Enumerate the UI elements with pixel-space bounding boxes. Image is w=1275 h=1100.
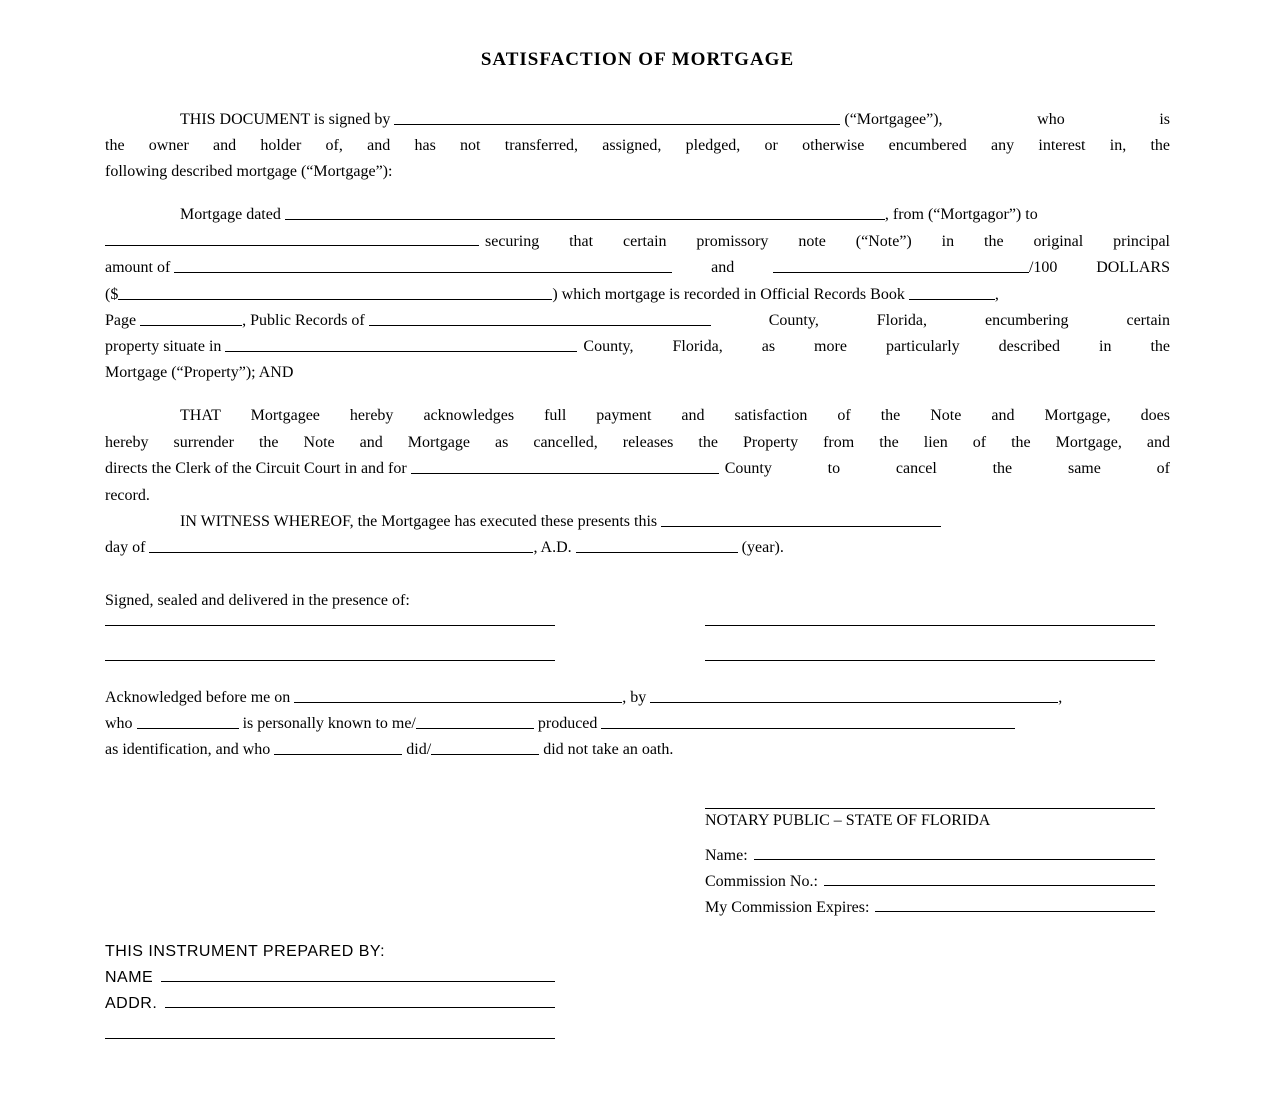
- mortgage-date-field[interactable]: [285, 219, 885, 220]
- prepared-name-label: NAME: [105, 969, 154, 986]
- mortgagor-name-field[interactable]: [105, 245, 479, 246]
- p1-line1: [180, 110, 1170, 130]
- clerk-label: directs the Clerk of the Circuit Court in and for: [105, 460, 407, 477]
- recorded-in-label: ) which mortgage is recorded in Official Records Book: [552, 286, 905, 303]
- p2-line1: [180, 205, 1038, 225]
- notary-expires-field[interactable]: [875, 911, 1155, 912]
- county-label: County,: [768, 312, 819, 329]
- records-book-field[interactable]: [909, 299, 995, 300]
- p2-line7: Mortgage (“Property”); AND: [105, 364, 294, 381]
- p2-line3: [105, 258, 1170, 278]
- mortgage-dated-label: Mortgage dated: [180, 206, 281, 223]
- certain-label: certain: [1126, 312, 1170, 329]
- county-described-text: County, Florida, as more particularly described in the: [583, 338, 1170, 355]
- notary-name-row: [705, 846, 1155, 866]
- did-label: did/: [406, 741, 432, 758]
- mortgagee-label: (“Mortgagee”),: [844, 111, 943, 128]
- public-records-label: , Public Records of: [242, 312, 365, 329]
- p3-line1: THAT Mortgagee hereby acknowledges full payment and satisfaction of the Note and Mortgage, does: [180, 407, 1170, 424]
- securing-note-text: securing that certain promissory note (“Note”) in the original principal: [485, 233, 1170, 250]
- p2-line5: [105, 311, 1170, 331]
- page-label: Page: [105, 312, 137, 329]
- notary-commission-label: Commission No.:: [705, 873, 818, 890]
- p4-line2: [105, 538, 784, 558]
- ack-line2: [105, 714, 1015, 734]
- ack-date-field[interactable]: [294, 702, 622, 703]
- signed-sealed-label: Signed, sealed and delivered in the presence of:: [105, 592, 410, 609]
- prepared-addr-line-2[interactable]: [105, 1038, 555, 1039]
- prepared-addr-label: ADDR.: [105, 995, 158, 1012]
- identification-field[interactable]: [601, 728, 1015, 729]
- notary-expires-row: [705, 898, 1155, 918]
- year-label: (year).: [741, 539, 784, 556]
- notary-commission-row: [705, 872, 1155, 892]
- mortgagee-name-field[interactable]: [394, 124, 840, 125]
- public-records-county-field[interactable]: [369, 325, 711, 326]
- prepared-name-row: [105, 968, 555, 988]
- notary-name-field[interactable]: [754, 859, 1155, 860]
- did-not-oath-field[interactable]: [431, 754, 539, 755]
- identification-label: as identification, and who: [105, 741, 271, 758]
- who-label: who: [105, 715, 133, 732]
- produced-label: produced: [537, 715, 598, 732]
- p2-line2: [105, 232, 1170, 252]
- witness-month-field[interactable]: [149, 552, 533, 553]
- amount-number-field[interactable]: [118, 299, 552, 300]
- acknowledged-label: Acknowledged before me on: [105, 689, 291, 706]
- page-field[interactable]: [140, 325, 242, 326]
- day-of-label: day of: [105, 539, 146, 556]
- p4-line1: [180, 512, 941, 532]
- florida-label: Florida,: [876, 312, 927, 329]
- notary-expires-label: My Commission Expires:: [705, 899, 870, 916]
- ack-line3: [105, 740, 673, 760]
- mortgagee-signature-line-1[interactable]: [705, 625, 1155, 626]
- did-not-label: did not take an oath.: [543, 741, 674, 758]
- ack-line1: [105, 688, 1062, 708]
- p3-line4: record.: [105, 487, 150, 504]
- ack-comma: ,: [1058, 689, 1063, 706]
- notary-commission-field[interactable]: [824, 885, 1155, 886]
- notary-title: NOTARY PUBLIC – STATE OF FLORIDA: [705, 812, 991, 829]
- p2-line4: [105, 285, 999, 305]
- per-100-label: /100: [1028, 259, 1058, 276]
- p1-who: who: [1037, 111, 1065, 128]
- personally-known-label: is personally known to me/: [242, 715, 416, 732]
- amount-of-label: amount of: [105, 259, 171, 276]
- page-title: SATISFACTION OF MORTGAGE: [480, 49, 795, 70]
- ack-by-field[interactable]: [650, 702, 1058, 703]
- dollar-paren-label: ($: [105, 286, 119, 303]
- witness-signature-line-2[interactable]: [105, 660, 555, 661]
- dollars-label: DOLLARS: [1096, 259, 1170, 276]
- by-label: , by: [622, 689, 647, 706]
- witness-signature-line-1[interactable]: [105, 625, 555, 626]
- encumbering-label: encumbering: [984, 312, 1069, 329]
- prepared-addr-row: [105, 994, 555, 1014]
- cancel-text: County to cancel the same of: [724, 460, 1170, 477]
- amount-words-field[interactable]: [174, 272, 672, 273]
- cents-field[interactable]: [773, 272, 1029, 273]
- personally-known-field[interactable]: [137, 728, 239, 729]
- property-county-field[interactable]: [225, 351, 577, 352]
- witness-day-field[interactable]: [661, 526, 941, 527]
- notary-signature-line[interactable]: [705, 808, 1155, 809]
- property-situate-label: property situate in: [105, 338, 222, 355]
- prepared-by-heading: THIS INSTRUMENT PREPARED BY:: [105, 943, 386, 960]
- prepared-addr-field[interactable]: [165, 1007, 555, 1008]
- p3-line2: hereby surrender the Note and Mortgage as cancelled, releases the Property from the lien of the Mortgage, and: [105, 434, 1170, 451]
- produced-check-field[interactable]: [416, 728, 534, 729]
- p1-line3: following described mortgage (“Mortgage”):: [105, 163, 393, 180]
- did-oath-field[interactable]: [274, 754, 402, 755]
- p1-signed-by-label: THIS DOCUMENT is signed by: [180, 111, 391, 128]
- from-mortgagor-label: , from (“Mortgagor”) to: [884, 206, 1038, 223]
- and-label: and: [711, 259, 735, 276]
- p1-is: is: [1159, 111, 1170, 128]
- p1-line2: the owner and holder of, and has not transferred, assigned, pledged, or otherwise encumbered any interest in, the: [105, 137, 1170, 154]
- p3-line3: [105, 459, 1170, 479]
- mortgagee-signature-line-2[interactable]: [705, 660, 1155, 661]
- witness-year-field[interactable]: [576, 552, 738, 553]
- prepared-name-field[interactable]: [161, 981, 555, 982]
- ad-label: , A.D.: [533, 539, 572, 556]
- book-comma: ,: [994, 286, 999, 303]
- witness-text: IN WITNESS WHEREOF, the Mortgagee has executed these presents this: [180, 513, 658, 530]
- notary-name-label: Name:: [705, 847, 748, 864]
- p2-line6: [105, 337, 1170, 357]
- clerk-county-field[interactable]: [411, 473, 719, 474]
